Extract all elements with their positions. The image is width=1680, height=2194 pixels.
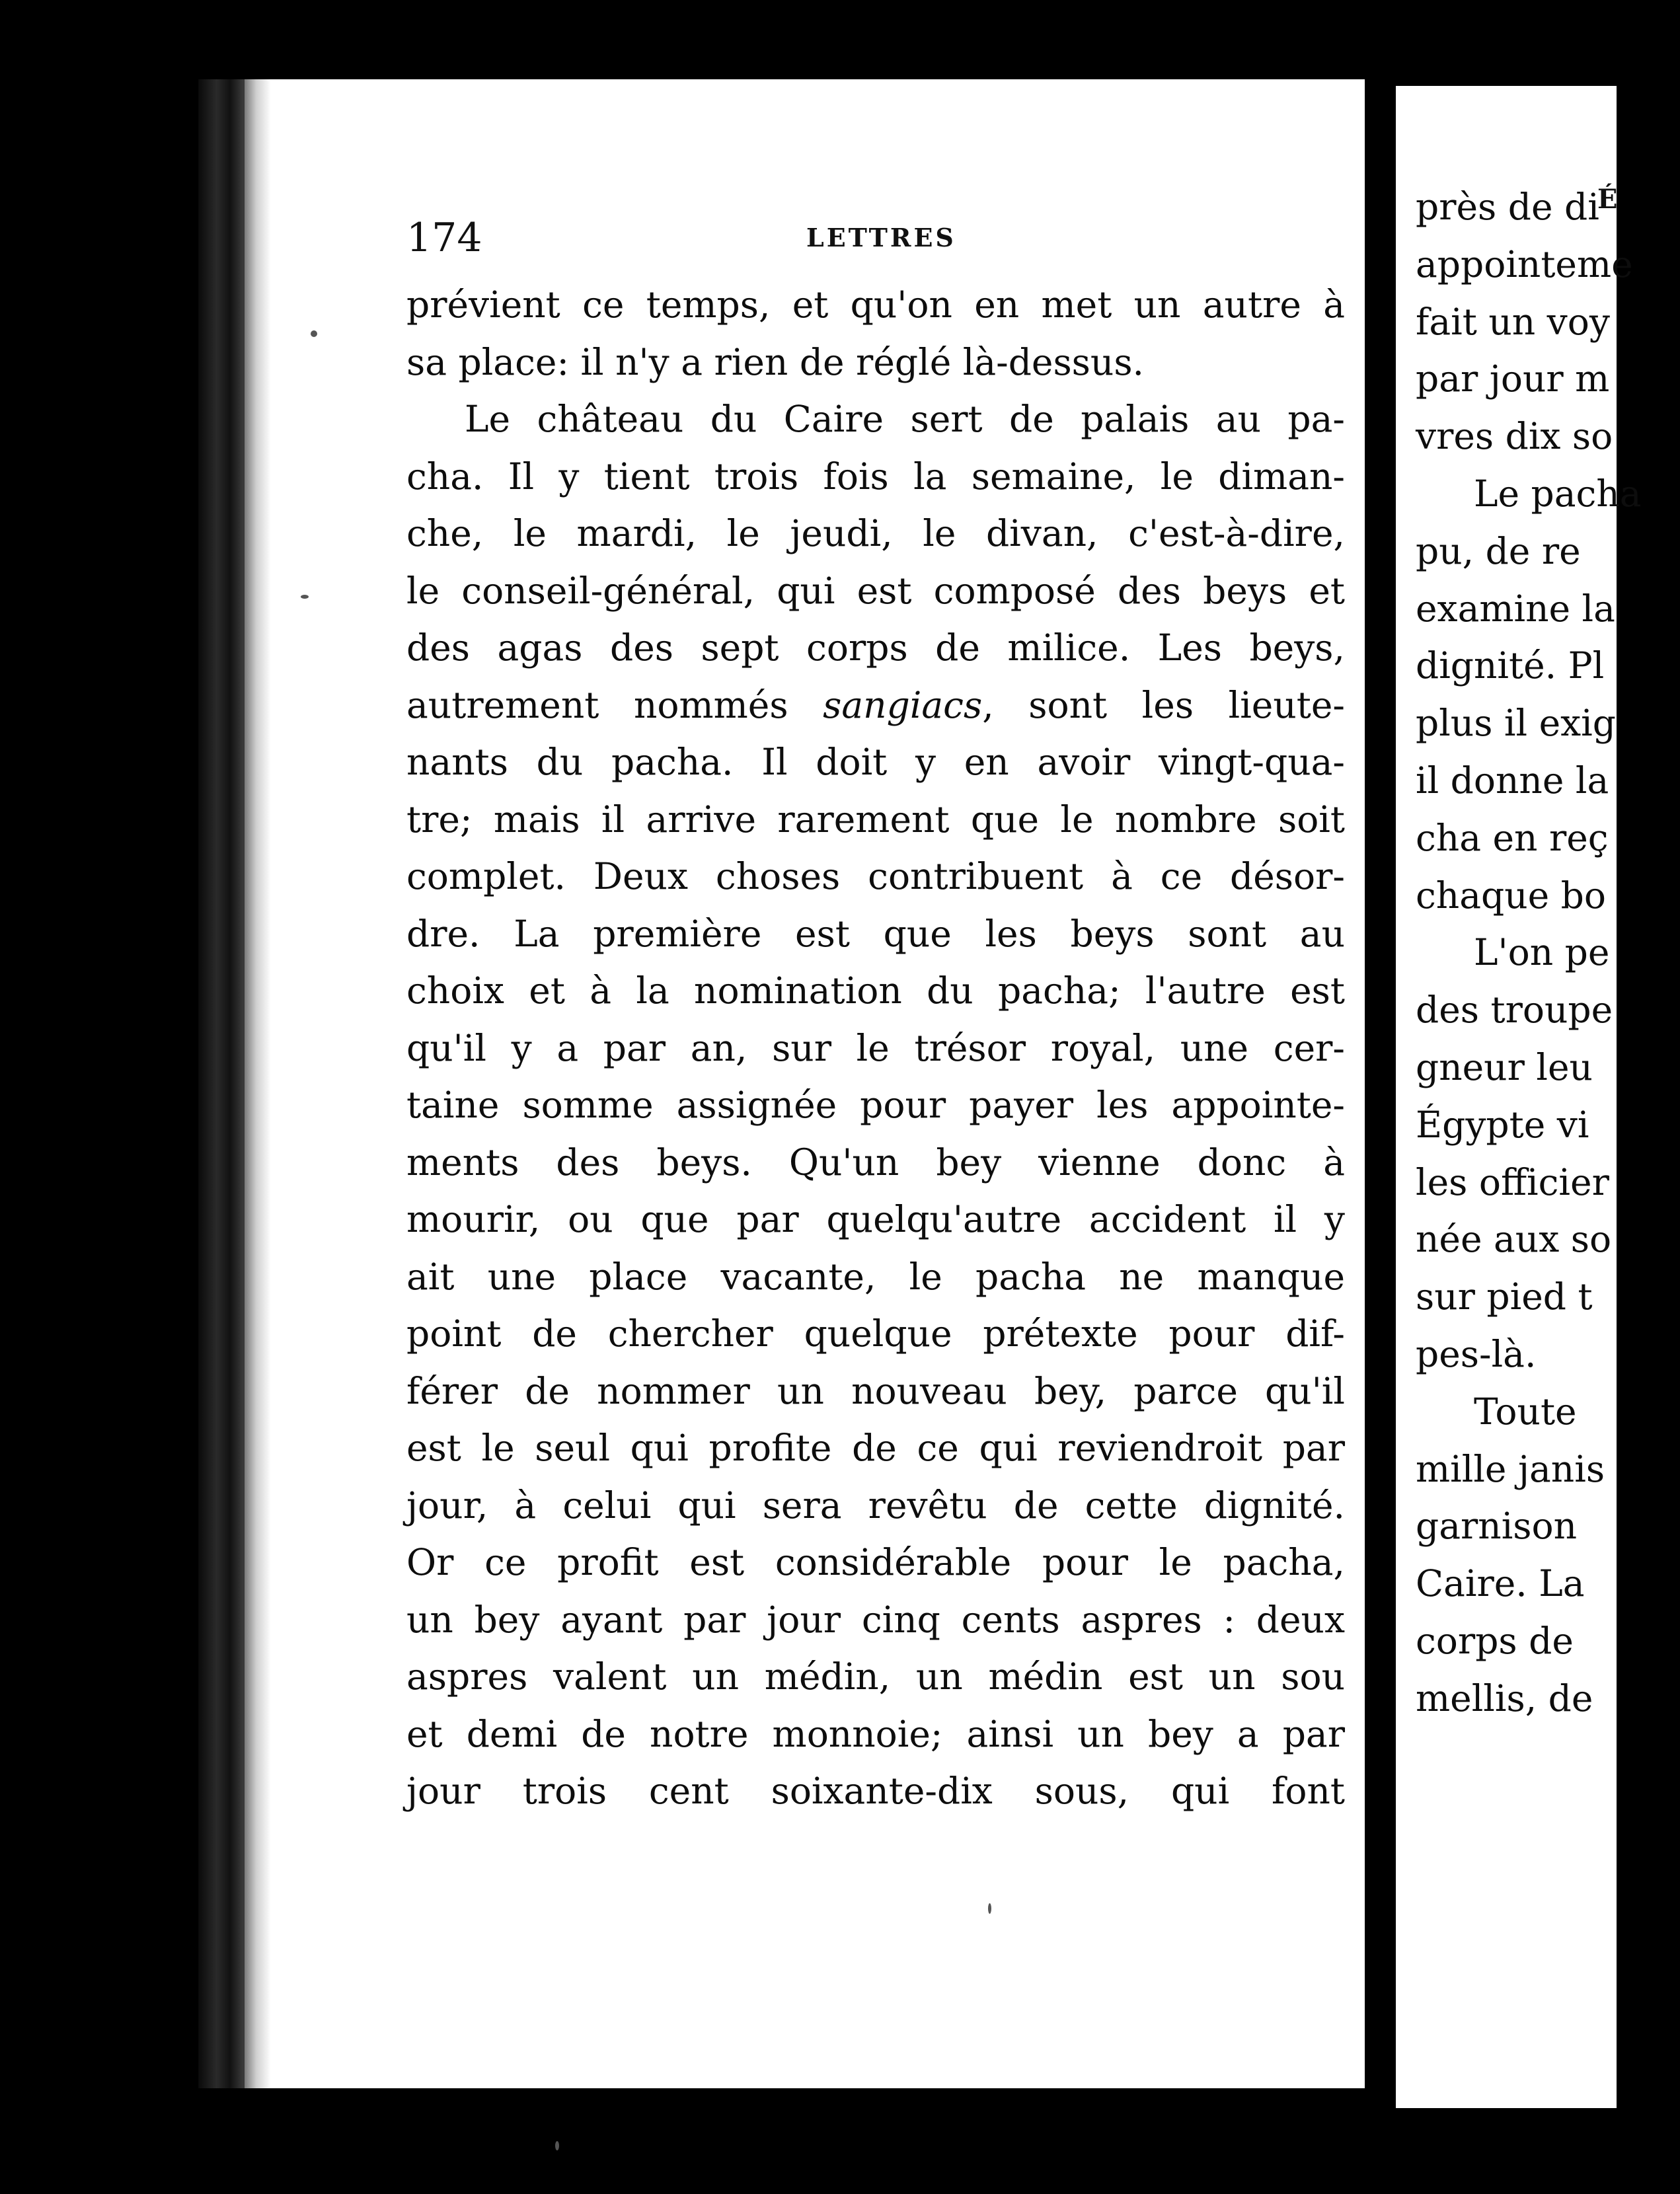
text-line: taine somme assignée pour payer les appointe- [406, 1084, 1345, 1126]
text-line: mellis, de [1416, 1677, 1593, 1720]
text-line: L'on pe [1474, 931, 1610, 974]
text-line: Toute [1474, 1390, 1577, 1433]
text-line: che, le mardi, le jeudi, le divan, c'est-à-dire, [406, 512, 1345, 554]
text-line: sa place: il n'y a rien de réglé là-dessus. [406, 340, 1145, 383]
text-line: tre; mais il arrive rarement que le nombre soit [406, 798, 1345, 841]
text-line: il donne la [1416, 759, 1609, 802]
text-line: jour trois cent soixante-dix sous, qui font [406, 1770, 1345, 1812]
right-page-text [1416, 178, 1680, 1727]
text-line: des troupe [1416, 989, 1613, 1032]
text-line: des agas des sept corps de milice. Les beys, [406, 626, 1345, 669]
text-line: cha. Il y tient trois fois la semaine, le diman- [406, 455, 1345, 498]
text-line: ments des beys. Qu'un bey vienne donc à [406, 1141, 1345, 1184]
text-line: née aux so [1416, 1218, 1612, 1261]
text-line: qu'il y a par an, sur le trésor royal, une cer- [406, 1026, 1345, 1069]
text-line: Or ce profit est considérable pour le pacha, [406, 1541, 1345, 1583]
right-page [1396, 86, 1642, 2108]
text-line: nants du pacha. Il doit y en avoir vingt-qua- [406, 741, 1345, 783]
right-running-head: É [1597, 184, 1618, 215]
text-line: et demi de notre monnoie; ainsi un bey a par [406, 1712, 1345, 1755]
book-gutter [198, 79, 251, 2088]
text-line: plus il exig [1416, 702, 1616, 745]
text-segment: autrement nommés [406, 683, 823, 726]
text-line: appointeme [1416, 243, 1633, 285]
page-speck [311, 330, 317, 337]
text-line: est le seul qui profite de ce qui reviendroit par [406, 1427, 1345, 1469]
text-line: Le pacha [1474, 472, 1642, 515]
text-line: aspres valent un médin, un médin est un sou [406, 1655, 1345, 1698]
text-line: mille janis [1416, 1447, 1605, 1490]
italic-term: sangiacs [823, 683, 983, 726]
text-line: pes-là. [1416, 1332, 1537, 1375]
text-line: ait une place vacante, le pacha ne manque [406, 1255, 1345, 1298]
text-line: un bey ayant par jour cinq cents aspres : deux [406, 1598, 1345, 1641]
text-line: complet. Deux choses contribuent à ce désor- [406, 855, 1345, 897]
text-line: choix et à la nomination du pacha; l'autre est [406, 969, 1345, 1012]
text-line: Le château du Caire sert de palais au pa- [465, 398, 1345, 440]
text-line: prévient ce temps, et qu'on en met un autre à [406, 284, 1345, 326]
text-line: Égypte vi [1416, 1103, 1589, 1146]
text-line: mourir, ou que par quelqu'autre accident il y [406, 1198, 1345, 1240]
page-number: 174 [406, 215, 482, 261]
text-line: férer de nommer un nouveau bey, parce qu'il [406, 1369, 1345, 1412]
text-segment: , sont les lieute- [982, 683, 1346, 726]
text-line: les officier [1416, 1160, 1609, 1203]
text-line [406, 677, 1345, 734]
text-line: cha en reç [1416, 816, 1609, 859]
text-line: vres dix so [1416, 415, 1613, 458]
page-speck [301, 595, 309, 599]
page-speck [988, 1903, 991, 1914]
text-line: par jour m [1416, 358, 1610, 400]
text-line: sur pied t [1416, 1275, 1593, 1318]
text-line: près de di [1416, 186, 1599, 228]
page-speck [555, 2141, 559, 2150]
text-line: gneur leu [1416, 1045, 1593, 1088]
text-line: corps de [1416, 1619, 1574, 1662]
text-line: dre. La première est que les beys sont au [406, 912, 1345, 955]
text-line: le conseil-général, qui est composé des beys et [406, 569, 1345, 612]
text-line: pu, de re [1416, 529, 1581, 572]
running-head [406, 215, 1345, 261]
text-line: dignité. Pl [1416, 644, 1605, 687]
page-edge-shadow [245, 79, 271, 2088]
text-line: examine la [1416, 587, 1615, 630]
text-line: point de chercher quelque prétexte pour dif- [406, 1312, 1345, 1355]
text-line: garnison [1416, 1505, 1578, 1548]
text-line: Caire. La [1416, 1562, 1585, 1605]
text-line: fait un voy [1416, 300, 1610, 343]
left-page-text [406, 276, 1345, 1856]
text-line: chaque bo [1416, 874, 1606, 917]
running-title: LETTRES [806, 223, 956, 252]
text-line: jour, à celui qui sera revêtu de cette dignité. [406, 1484, 1345, 1527]
